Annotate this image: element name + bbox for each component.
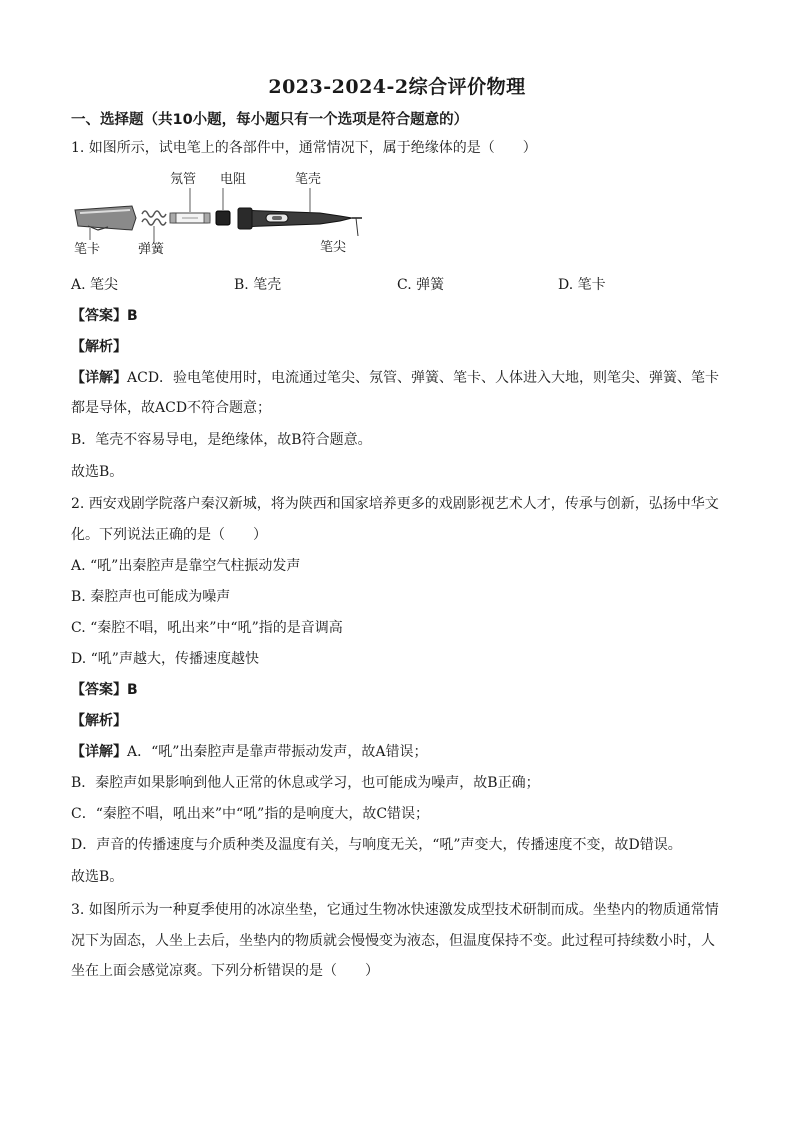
- label-shell: 笔壳: [295, 172, 322, 187]
- q2-detail-line-1: [71, 742, 428, 762]
- section-heading: 一、选择题（共10小题，每小题只有一个选项是符合题意的）: [71, 112, 469, 128]
- test-pen-figure: [70, 166, 370, 266]
- label-resistor: 电阻: [220, 172, 247, 187]
- q2-option-a: A. “吼”出秦腔声是靠空气柱振动发声: [71, 558, 301, 574]
- spring-shape: [142, 211, 166, 217]
- label-clip: 笔卡: [74, 242, 101, 257]
- q1-option-b: B. 笔壳: [234, 277, 282, 293]
- q3-stem-line-1: 3. 如图所示为一种夏季使用的冰凉坐垫，它通过生物冰快速激发成型技术研制而成。坐垫内的物质通常情: [71, 902, 719, 918]
- q1-detail-line-3: B．笔壳不容易导电，是绝缘体，故B符合题意。: [71, 432, 372, 448]
- resistor-shape: [216, 211, 230, 225]
- q2-detail-line-4: D．声音的传播速度与介质种类及温度有关，与响度无关，“吼”声变大，传播速度不变，故D错误。: [71, 837, 682, 853]
- q1-detail-tag: 【详解】: [71, 370, 127, 386]
- q2-detail-text-1: A．“吼”出秦腔声是靠声带振动发声，故A错误；: [127, 744, 428, 760]
- q2-option-b: B. 秦腔声也可能成为噪声: [71, 589, 231, 605]
- q1-analysis-heading: 【解析】: [71, 339, 127, 355]
- q1-stem: 1. 如图所示，试电笔上的各部件中，通常情况下，属于绝缘体的是（ ）: [71, 140, 537, 156]
- q2-option-c: C. “秦腔不唱，吼出来”中“吼”指的是音调高: [71, 620, 343, 636]
- q1-option-a: A. 笔尖: [71, 277, 119, 293]
- q2-detail-line-2: B．秦腔声如果影响到他人正常的休息或学习，也可能成为噪声，故B正确；: [71, 775, 540, 791]
- q2-detail-line-3: C．“秦腔不唱，吼出来”中“吼”指的是响度大，故C错误；: [71, 806, 430, 822]
- q1-option-d: D. 笔卡: [558, 277, 606, 293]
- q3-stem-line-3: 坐在上面会感觉凉爽。下列分析错误的是（ ）: [71, 963, 379, 979]
- page-title: 2023-2024-2综合评价物理: [268, 76, 526, 98]
- q2-detail-line-5: 故选B。: [71, 869, 124, 885]
- q1-answer: 【答案】B: [71, 308, 138, 324]
- q1-detail-line-4: 故选B。: [71, 464, 124, 480]
- q1-detail-line-1: [71, 368, 719, 388]
- label-neon-tube: 氖管: [170, 172, 197, 187]
- q1-detail-text-1: ACD．验电笔使用时，电流通过笔尖、氖管、弹簧、笔卡、人体进入大地，则笔尖、弹簧、笔卡: [127, 370, 720, 386]
- pen-shell-shape: [238, 210, 352, 227]
- q3-stem-line-2: 况下为固态，人坐上去后，坐垫内的物质就会慢慢变为液态，但温度保持不变。此过程可持续数小时，人: [71, 933, 715, 949]
- label-tip: 笔尖: [320, 240, 347, 255]
- q2-answer: 【答案】B: [71, 682, 138, 698]
- q2-detail-tag: 【详解】: [71, 744, 127, 760]
- q2-option-d: D. “吼”声越大，传播速度越快: [71, 651, 259, 667]
- q2-stem-line-1: 2. 西安戏剧学院落户秦汉新城，将为陕西和国家培养更多的戏剧影视艺术人才，传承与创新，弘扬中华文: [71, 496, 719, 512]
- pen-tip-leader: [356, 218, 358, 236]
- q1-option-c: C. 弹簧: [397, 277, 445, 293]
- spring-shape-2: [142, 219, 166, 225]
- q2-analysis-heading: 【解析】: [71, 713, 127, 729]
- q1-detail-line-2: 都是导体，故ACD不符合题意；: [71, 400, 272, 416]
- label-spring: 弹簧: [138, 242, 165, 257]
- q2-stem-line-2: 化。下列说法正确的是（ ）: [71, 527, 267, 543]
